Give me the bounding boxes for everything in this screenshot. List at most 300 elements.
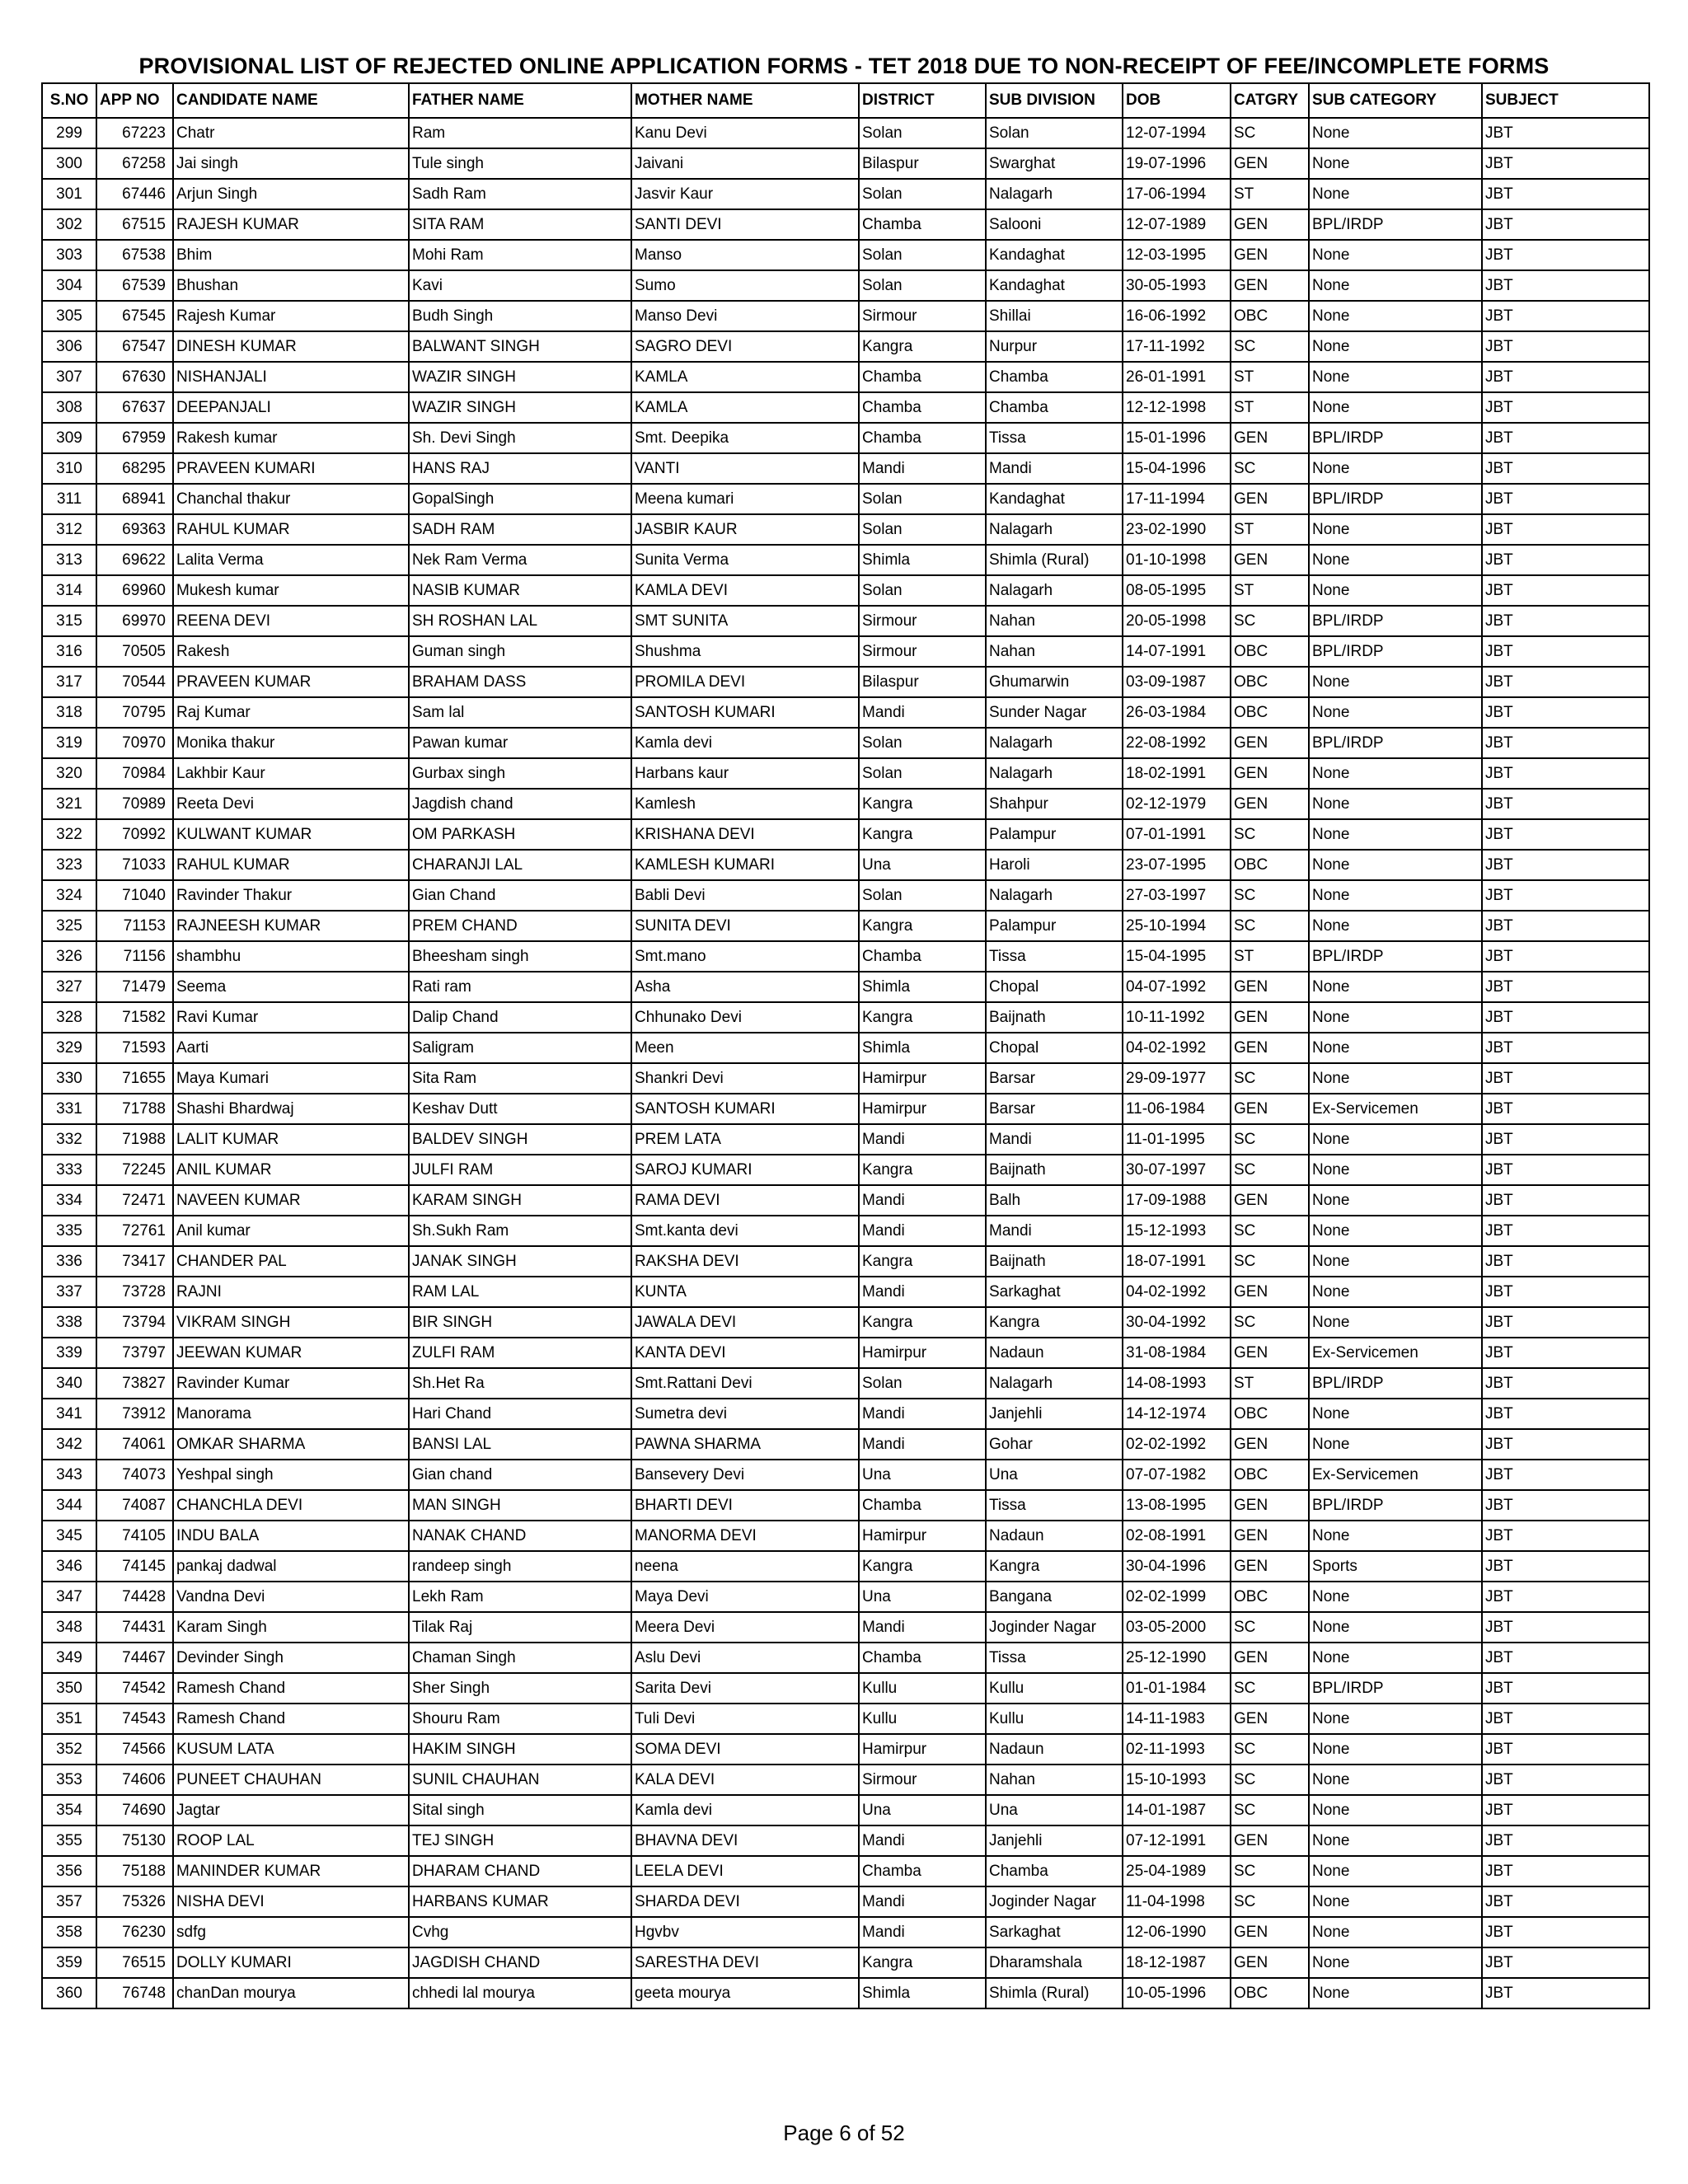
cell-app-no: 69622 [96, 545, 173, 575]
table-row [42, 636, 1649, 667]
cell-district: Shimla [859, 972, 986, 1002]
cell-sub-division: Joginder Nagar [986, 1886, 1123, 1917]
cell-district: Kangra [859, 819, 986, 850]
cell-father-name: WAZIR SINGH [409, 362, 631, 392]
column-header-sub-division: SUB DIVISION [986, 83, 1123, 118]
cell-candidate-name: Ravinder Kumar [173, 1368, 409, 1399]
cell-district: Shimla [859, 1978, 986, 2008]
cell-subject: JBT [1482, 1856, 1649, 1886]
cell-category: GEN [1231, 270, 1309, 301]
cell-subject: JBT [1482, 1063, 1649, 1094]
cell-district: Kangra [859, 911, 986, 941]
cell-father-name: WAZIR SINGH [409, 392, 631, 423]
cell-dob: 17-11-1994 [1123, 484, 1231, 514]
cell-sub-division: Nalagarh [986, 728, 1123, 758]
cell-sno: 311 [42, 484, 96, 514]
cell-sno: 332 [42, 1124, 96, 1155]
cell-subject: JBT [1482, 453, 1649, 484]
table-row [42, 606, 1649, 636]
cell-sno: 301 [42, 179, 96, 209]
cell-sno: 333 [42, 1155, 96, 1185]
cell-father-name: Nek Ram Verma [409, 545, 631, 575]
cell-sno: 325 [42, 911, 96, 941]
table-row [42, 941, 1649, 972]
cell-sno: 335 [42, 1216, 96, 1246]
table-row [42, 118, 1649, 148]
cell-father-name: Sita Ram [409, 1063, 631, 1094]
cell-district: Shimla [859, 1033, 986, 1063]
table-row [42, 392, 1649, 423]
cell-subject: JBT [1482, 697, 1649, 728]
cell-mother-name: PAWNA SHARMA [631, 1429, 859, 1460]
cell-sno: 322 [42, 819, 96, 850]
cell-sub-division: Sarkaghat [986, 1917, 1123, 1947]
cell-subject: JBT [1482, 1673, 1649, 1704]
cell-district: Solan [859, 514, 986, 545]
cell-app-no: 74061 [96, 1429, 173, 1460]
cell-sub-category: None [1309, 240, 1482, 270]
cell-father-name: randeep singh [409, 1551, 631, 1582]
column-header-father-name: FATHER NAME [409, 83, 631, 118]
cell-sno: 356 [42, 1856, 96, 1886]
cell-category: GEN [1231, 484, 1309, 514]
cell-dob: 10-05-1996 [1123, 1978, 1231, 2008]
cell-mother-name: Manso [631, 240, 859, 270]
table-row [42, 1094, 1649, 1124]
cell-subject: JBT [1482, 240, 1649, 270]
cell-mother-name: Aslu Devi [631, 1643, 859, 1673]
cell-sub-division: Sarkaghat [986, 1277, 1123, 1307]
cell-category: SC [1231, 1155, 1309, 1185]
cell-candidate-name: JEEWAN KUMAR [173, 1338, 409, 1368]
cell-mother-name: SOMA DEVI [631, 1734, 859, 1765]
cell-app-no: 74073 [96, 1460, 173, 1490]
cell-sub-category: None [1309, 118, 1482, 148]
cell-dob: 26-03-1984 [1123, 697, 1231, 728]
cell-category: GEN [1231, 1277, 1309, 1307]
cell-app-no: 74690 [96, 1795, 173, 1825]
cell-dob: 26-01-1991 [1123, 362, 1231, 392]
cell-district: Hamirpur [859, 1734, 986, 1765]
cell-subject: JBT [1482, 1612, 1649, 1643]
table-row [42, 240, 1649, 270]
cell-sub-category: None [1309, 1216, 1482, 1246]
table-row [42, 1765, 1649, 1795]
cell-dob: 01-01-1984 [1123, 1673, 1231, 1704]
cell-app-no: 73827 [96, 1368, 173, 1399]
cell-father-name: Tilak Raj [409, 1612, 631, 1643]
cell-sub-category: None [1309, 1856, 1482, 1886]
cell-father-name: NANAK CHAND [409, 1521, 631, 1551]
cell-district: Chamba [859, 1643, 986, 1673]
cell-sno: 314 [42, 575, 96, 606]
cell-category: GEN [1231, 758, 1309, 789]
cell-app-no: 74566 [96, 1734, 173, 1765]
cell-dob: 27-03-1997 [1123, 880, 1231, 911]
cell-sub-division: Joginder Nagar [986, 1612, 1123, 1643]
cell-sub-division: Chopal [986, 972, 1123, 1002]
cell-candidate-name: Rakesh [173, 636, 409, 667]
cell-sub-division: Kullu [986, 1704, 1123, 1734]
cell-district: Hamirpur [859, 1063, 986, 1094]
cell-district: Kullu [859, 1673, 986, 1704]
cell-sno: 318 [42, 697, 96, 728]
cell-category: SC [1231, 1886, 1309, 1917]
cell-category: SC [1231, 880, 1309, 911]
cell-dob: 16-06-1992 [1123, 301, 1231, 331]
cell-subject: JBT [1482, 1033, 1649, 1063]
cell-subject: JBT [1482, 1155, 1649, 1185]
cell-subject: JBT [1482, 1947, 1649, 1978]
cell-district: Mandi [859, 697, 986, 728]
cell-mother-name: Smt.kanta devi [631, 1216, 859, 1246]
cell-app-no: 67959 [96, 423, 173, 453]
cell-sub-division: Chamba [986, 1856, 1123, 1886]
cell-sub-division: Kandaghat [986, 484, 1123, 514]
cell-app-no: 71582 [96, 1002, 173, 1033]
cell-sub-division: Kullu [986, 1673, 1123, 1704]
cell-candidate-name: shambhu [173, 941, 409, 972]
column-header-district: DISTRICT [859, 83, 986, 118]
cell-app-no: 67515 [96, 209, 173, 240]
cell-mother-name: Smt. Deepika [631, 423, 859, 453]
cell-app-no: 75188 [96, 1856, 173, 1886]
cell-candidate-name: Ramesh Chand [173, 1673, 409, 1704]
cell-subject: JBT [1482, 1368, 1649, 1399]
cell-app-no: 69363 [96, 514, 173, 545]
cell-candidate-name: Mukesh kumar [173, 575, 409, 606]
cell-sub-division: Nahan [986, 606, 1123, 636]
cell-category: GEN [1231, 1429, 1309, 1460]
cell-mother-name: RAMA DEVI [631, 1185, 859, 1216]
table-row [42, 1277, 1649, 1307]
table-row [42, 758, 1649, 789]
cell-sno: 313 [42, 545, 96, 575]
cell-father-name: Sh.Het Ra [409, 1368, 631, 1399]
cell-mother-name: PREM LATA [631, 1124, 859, 1155]
cell-district: Una [859, 1460, 986, 1490]
cell-subject: JBT [1482, 1582, 1649, 1612]
cell-sub-category: None [1309, 301, 1482, 331]
column-header-sub-category: SUB CATEGORY [1309, 83, 1482, 118]
cell-app-no: 71156 [96, 941, 173, 972]
cell-mother-name: SANTI DEVI [631, 209, 859, 240]
cell-sno: 316 [42, 636, 96, 667]
cell-sub-division: Mandi [986, 453, 1123, 484]
cell-father-name: Jagdish chand [409, 789, 631, 819]
cell-sub-category: None [1309, 1765, 1482, 1795]
cell-candidate-name: Bhim [173, 240, 409, 270]
cell-dob: 12-03-1995 [1123, 240, 1231, 270]
cell-sub-category: None [1309, 179, 1482, 209]
cell-app-no: 67258 [96, 148, 173, 179]
cell-sub-category: None [1309, 1277, 1482, 1307]
cell-sno: 360 [42, 1978, 96, 2008]
cell-candidate-name: Monika thakur [173, 728, 409, 758]
cell-sno: 347 [42, 1582, 96, 1612]
cell-mother-name: SANTOSH KUMARI [631, 697, 859, 728]
cell-sub-category: None [1309, 1063, 1482, 1094]
cell-candidate-name: MANINDER KUMAR [173, 1856, 409, 1886]
cell-candidate-name: Karam Singh [173, 1612, 409, 1643]
table-row [42, 148, 1649, 179]
cell-sno: 317 [42, 667, 96, 697]
cell-category: GEN [1231, 1185, 1309, 1216]
cell-mother-name: Manso Devi [631, 301, 859, 331]
cell-sub-division: Salooni [986, 209, 1123, 240]
cell-sub-category: None [1309, 911, 1482, 941]
cell-district: Sirmour [859, 636, 986, 667]
cell-category: GEN [1231, 240, 1309, 270]
cell-dob: 07-01-1991 [1123, 819, 1231, 850]
cell-subject: JBT [1482, 972, 1649, 1002]
table-row [42, 1795, 1649, 1825]
cell-dob: 02-11-1993 [1123, 1734, 1231, 1765]
cell-sub-category: None [1309, 148, 1482, 179]
cell-candidate-name: Seema [173, 972, 409, 1002]
table-row [42, 819, 1649, 850]
cell-father-name: Sh.Sukh Ram [409, 1216, 631, 1246]
cell-mother-name: Smt.mano [631, 941, 859, 972]
cell-district: Una [859, 1795, 986, 1825]
cell-father-name: Sher Singh [409, 1673, 631, 1704]
cell-subject: JBT [1482, 392, 1649, 423]
cell-subject: JBT [1482, 1490, 1649, 1521]
cell-sno: 315 [42, 606, 96, 636]
cell-father-name: HANS RAJ [409, 453, 631, 484]
cell-app-no: 68941 [96, 484, 173, 514]
cell-app-no: 67547 [96, 331, 173, 362]
cell-subject: JBT [1482, 789, 1649, 819]
cell-sub-division: Una [986, 1795, 1123, 1825]
cell-sub-category: None [1309, 880, 1482, 911]
cell-sub-division: Mandi [986, 1216, 1123, 1246]
cell-district: Shimla [859, 545, 986, 575]
cell-dob: 13-08-1995 [1123, 1490, 1231, 1521]
cell-district: Solan [859, 484, 986, 514]
cell-app-no: 70970 [96, 728, 173, 758]
cell-sub-division: Tissa [986, 1643, 1123, 1673]
table-row [42, 728, 1649, 758]
cell-father-name: Gurbax singh [409, 758, 631, 789]
cell-sub-division: Nadaun [986, 1734, 1123, 1765]
cell-father-name: TEJ SINGH [409, 1825, 631, 1856]
table-row [42, 1856, 1649, 1886]
cell-subject: JBT [1482, 1704, 1649, 1734]
cell-subject: JBT [1482, 1094, 1649, 1124]
cell-subject: JBT [1482, 728, 1649, 758]
cell-sub-category: BPL/IRDP [1309, 209, 1482, 240]
cell-sno: 329 [42, 1033, 96, 1063]
table-row [42, 484, 1649, 514]
table-row [42, 789, 1649, 819]
column-header-dob: DOB [1123, 83, 1231, 118]
cell-dob: 30-04-1992 [1123, 1307, 1231, 1338]
table-row [42, 850, 1649, 880]
cell-sno: 300 [42, 148, 96, 179]
cell-dob: 12-07-1989 [1123, 209, 1231, 240]
cell-father-name: Hari Chand [409, 1399, 631, 1429]
cell-category: GEN [1231, 1521, 1309, 1551]
cell-father-name: ZULFI RAM [409, 1338, 631, 1368]
table-row [42, 1734, 1649, 1765]
cell-district: Mandi [859, 1185, 986, 1216]
cell-candidate-name: Anil kumar [173, 1216, 409, 1246]
cell-candidate-name: Bhushan [173, 270, 409, 301]
cell-sub-category: None [1309, 1704, 1482, 1734]
cell-candidate-name: Lakhbir Kaur [173, 758, 409, 789]
cell-district: Chamba [859, 1856, 986, 1886]
cell-mother-name: Jasvir Kaur [631, 179, 859, 209]
cell-sno: 348 [42, 1612, 96, 1643]
cell-sno: 344 [42, 1490, 96, 1521]
cell-category: GEN [1231, 148, 1309, 179]
cell-father-name: RAM LAL [409, 1277, 631, 1307]
cell-dob: 10-11-1992 [1123, 1002, 1231, 1033]
cell-sno: 306 [42, 331, 96, 362]
table-row [42, 1338, 1649, 1368]
cell-category: GEN [1231, 1643, 1309, 1673]
cell-candidate-name: PRAVEEN KUMARI [173, 453, 409, 484]
cell-mother-name: SAROJ KUMARI [631, 1155, 859, 1185]
rejected-applications-table [41, 82, 1650, 2009]
table-row [42, 1246, 1649, 1277]
cell-app-no: 67637 [96, 392, 173, 423]
cell-category: SC [1231, 1307, 1309, 1338]
cell-subject: JBT [1482, 1795, 1649, 1825]
cell-dob: 17-06-1994 [1123, 179, 1231, 209]
cell-candidate-name: Rakesh kumar [173, 423, 409, 453]
cell-candidate-name: DINESH KUMAR [173, 331, 409, 362]
cell-dob: 23-07-1995 [1123, 850, 1231, 880]
cell-sub-category: None [1309, 1643, 1482, 1673]
cell-category: ST [1231, 392, 1309, 423]
cell-category: SC [1231, 1856, 1309, 1886]
cell-app-no: 74431 [96, 1612, 173, 1643]
cell-app-no: 74087 [96, 1490, 173, 1521]
cell-sub-division: Barsar [986, 1063, 1123, 1094]
cell-father-name: Sadh Ram [409, 179, 631, 209]
table-row [42, 911, 1649, 941]
cell-sub-division: Kangra [986, 1307, 1123, 1338]
cell-category: GEN [1231, 209, 1309, 240]
table-row [42, 697, 1649, 728]
cell-subject: JBT [1482, 636, 1649, 667]
column-header-app-no: APP NO [96, 83, 173, 118]
cell-sno: 308 [42, 392, 96, 423]
cell-mother-name: SARESTHA DEVI [631, 1947, 859, 1978]
cell-sno: 352 [42, 1734, 96, 1765]
cell-sub-division: Kandaghat [986, 240, 1123, 270]
cell-mother-name: Shushma [631, 636, 859, 667]
cell-category: SC [1231, 118, 1309, 148]
cell-father-name: Chaman Singh [409, 1643, 631, 1673]
cell-father-name: Gian chand [409, 1460, 631, 1490]
cell-district: Hamirpur [859, 1338, 986, 1368]
cell-district: Kangra [859, 1002, 986, 1033]
cell-app-no: 74428 [96, 1582, 173, 1612]
cell-sub-division: Nalagarh [986, 179, 1123, 209]
cell-subject: JBT [1482, 575, 1649, 606]
cell-app-no: 72245 [96, 1155, 173, 1185]
cell-sno: 320 [42, 758, 96, 789]
cell-mother-name: Harbans kaur [631, 758, 859, 789]
cell-dob: 02-02-1992 [1123, 1429, 1231, 1460]
cell-district: Una [859, 1582, 986, 1612]
cell-dob: 29-09-1977 [1123, 1063, 1231, 1094]
cell-sub-category: BPL/IRDP [1309, 423, 1482, 453]
cell-dob: 02-08-1991 [1123, 1521, 1231, 1551]
cell-subject: JBT [1482, 118, 1649, 148]
cell-subject: JBT [1482, 1521, 1649, 1551]
cell-sub-division: Nurpur [986, 331, 1123, 362]
cell-sub-category: BPL/IRDP [1309, 1673, 1482, 1704]
cell-app-no: 71040 [96, 880, 173, 911]
cell-sub-category: None [1309, 1185, 1482, 1216]
cell-mother-name: KALA DEVI [631, 1765, 859, 1795]
cell-app-no: 75326 [96, 1886, 173, 1917]
cell-district: Solan [859, 758, 986, 789]
cell-sub-division: Nadaun [986, 1521, 1123, 1551]
cell-dob: 15-04-1996 [1123, 453, 1231, 484]
cell-candidate-name: NAVEEN KUMAR [173, 1185, 409, 1216]
cell-mother-name: SMT SUNITA [631, 606, 859, 636]
cell-sno: 341 [42, 1399, 96, 1429]
cell-category: OBC [1231, 1460, 1309, 1490]
cell-subject: JBT [1482, 941, 1649, 972]
cell-category: GEN [1231, 1825, 1309, 1856]
cell-sub-division: Palampur [986, 819, 1123, 850]
cell-category: SC [1231, 1765, 1309, 1795]
cell-sno: 334 [42, 1185, 96, 1216]
cell-subject: JBT [1482, 1886, 1649, 1917]
cell-subject: JBT [1482, 1917, 1649, 1947]
cell-mother-name: MANORMA DEVI [631, 1521, 859, 1551]
cell-subject: JBT [1482, 819, 1649, 850]
cell-dob: 14-01-1987 [1123, 1795, 1231, 1825]
cell-sno: 349 [42, 1643, 96, 1673]
cell-father-name: Ram [409, 118, 631, 148]
cell-mother-name: Kamla devi [631, 728, 859, 758]
cell-category: SC [1231, 911, 1309, 941]
cell-district: Mandi [859, 1429, 986, 1460]
cell-mother-name: VANTI [631, 453, 859, 484]
cell-sno: 305 [42, 301, 96, 331]
cell-district: Solan [859, 1368, 986, 1399]
cell-sno: 328 [42, 1002, 96, 1033]
cell-district: Chamba [859, 1490, 986, 1521]
cell-app-no: 67223 [96, 118, 173, 148]
cell-app-no: 72471 [96, 1185, 173, 1216]
cell-candidate-name: CHANDER PAL [173, 1246, 409, 1277]
cell-dob: 11-01-1995 [1123, 1124, 1231, 1155]
cell-sno: 340 [42, 1368, 96, 1399]
cell-candidate-name: NISHA DEVI [173, 1886, 409, 1917]
cell-candidate-name: DOLLY KUMARI [173, 1947, 409, 1978]
cell-category: ST [1231, 575, 1309, 606]
cell-district: Sirmour [859, 1765, 986, 1795]
cell-dob: 11-06-1984 [1123, 1094, 1231, 1124]
cell-sub-division: Baijnath [986, 1155, 1123, 1185]
cell-app-no: 76748 [96, 1978, 173, 2008]
table-row [42, 1124, 1649, 1155]
cell-sub-category: Sports [1309, 1551, 1482, 1582]
cell-sno: 355 [42, 1825, 96, 1856]
cell-father-name: Pawan kumar [409, 728, 631, 758]
cell-candidate-name: Aarti [173, 1033, 409, 1063]
cell-category: GEN [1231, 1490, 1309, 1521]
cell-district: Kangra [859, 1947, 986, 1978]
